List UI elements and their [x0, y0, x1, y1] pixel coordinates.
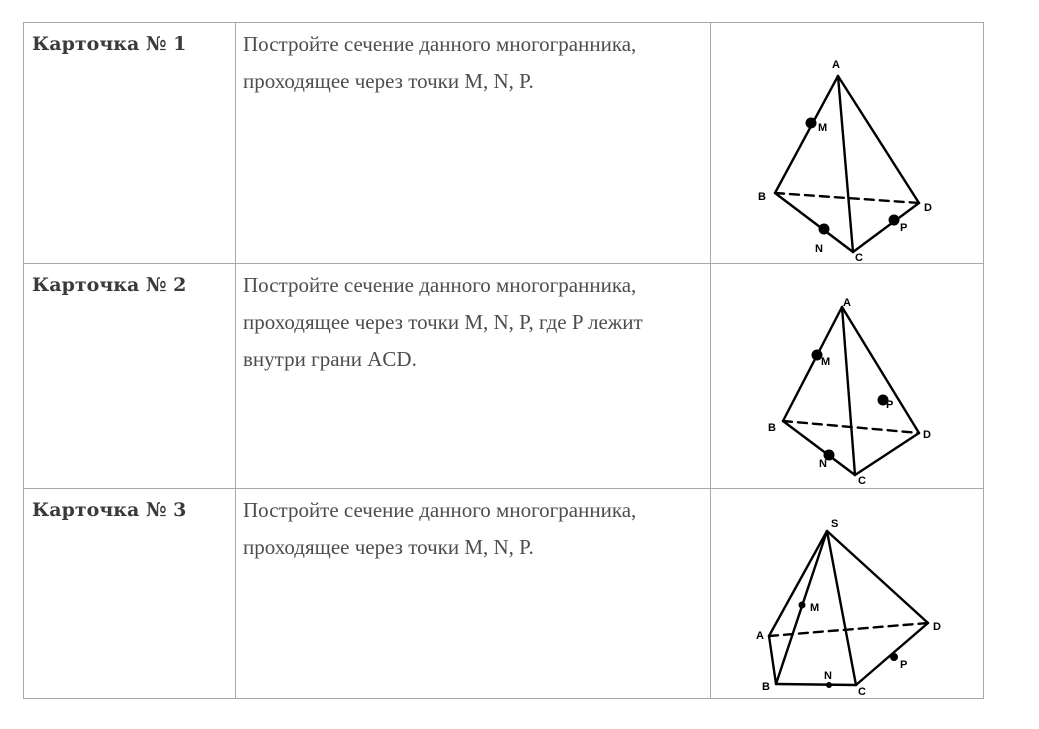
tetrahedron-figure [711, 264, 983, 488]
point-label: M [821, 356, 831, 368]
edge-ab [783, 307, 842, 421]
edge-cd [855, 433, 919, 475]
vertex-label: C [858, 686, 866, 698]
task-text: Постройте сечение данного многогранника, проходящее через точки M, N, P. [243, 32, 637, 93]
edge-ab [769, 636, 776, 684]
point-label: N [815, 243, 823, 255]
point-label: M [818, 122, 828, 134]
point-label: M [810, 602, 820, 614]
vertex-label: A [756, 630, 764, 642]
point-label: P [886, 399, 894, 411]
vertex-label: S [831, 518, 839, 530]
point-p-dot [889, 215, 900, 226]
vertex-label: A [832, 59, 840, 71]
card-label-cell [24, 489, 236, 699]
edge-ad [842, 307, 919, 433]
edge-bc [775, 193, 853, 252]
pyramid-figure [711, 489, 983, 698]
edge-ac [842, 307, 855, 475]
tetrahedron-figure [711, 23, 983, 263]
point-m-dot [799, 602, 806, 609]
edge-ab [775, 76, 838, 193]
edge-ad-hidden [769, 623, 928, 636]
point-m-dot [806, 118, 817, 129]
vertex-label: D [923, 429, 931, 441]
point-label: P [900, 659, 908, 671]
point-n-dot [819, 224, 830, 235]
vertex-label: A [843, 297, 851, 309]
point-label: N [819, 458, 827, 470]
card-label: Карточка № 1 [32, 33, 187, 55]
card-row [24, 264, 984, 489]
task-cell [236, 23, 711, 264]
card-label-cell [24, 264, 236, 489]
point-p-dot [890, 653, 898, 661]
task-text: Постройте сечение данного многогранника, проходящее через точки M, N, P, где P лежит внутри грани ACD. [243, 273, 643, 371]
card-label: Карточка № 2 [32, 274, 187, 296]
card-row [24, 489, 984, 699]
task-cell [236, 489, 711, 699]
task-text: Постройте сечение данного многогранника, проходящее через точки M, N, P. [243, 498, 637, 559]
vertex-label: D [924, 202, 932, 214]
point-label: P [900, 222, 908, 234]
task-cell [236, 264, 711, 489]
cards-table [23, 22, 984, 699]
figure-cell [711, 23, 984, 264]
point-n-dot [826, 682, 832, 688]
edge-cd [853, 203, 919, 252]
card-label: Карточка № 3 [32, 499, 187, 521]
edge-bc [776, 684, 856, 685]
card-label-cell [24, 23, 236, 264]
vertex-label: B [762, 681, 770, 693]
figure-cell [711, 264, 984, 489]
edge-ac [838, 76, 853, 252]
edge-ad [838, 76, 919, 203]
point-label: N [824, 670, 832, 682]
vertex-label: D [933, 621, 941, 633]
vertex-label: B [758, 191, 766, 203]
vertex-label: C [858, 475, 866, 487]
vertex-label: C [855, 252, 863, 263]
vertex-label: B [768, 422, 776, 434]
card-row [24, 23, 984, 264]
figure-cell [711, 489, 984, 699]
